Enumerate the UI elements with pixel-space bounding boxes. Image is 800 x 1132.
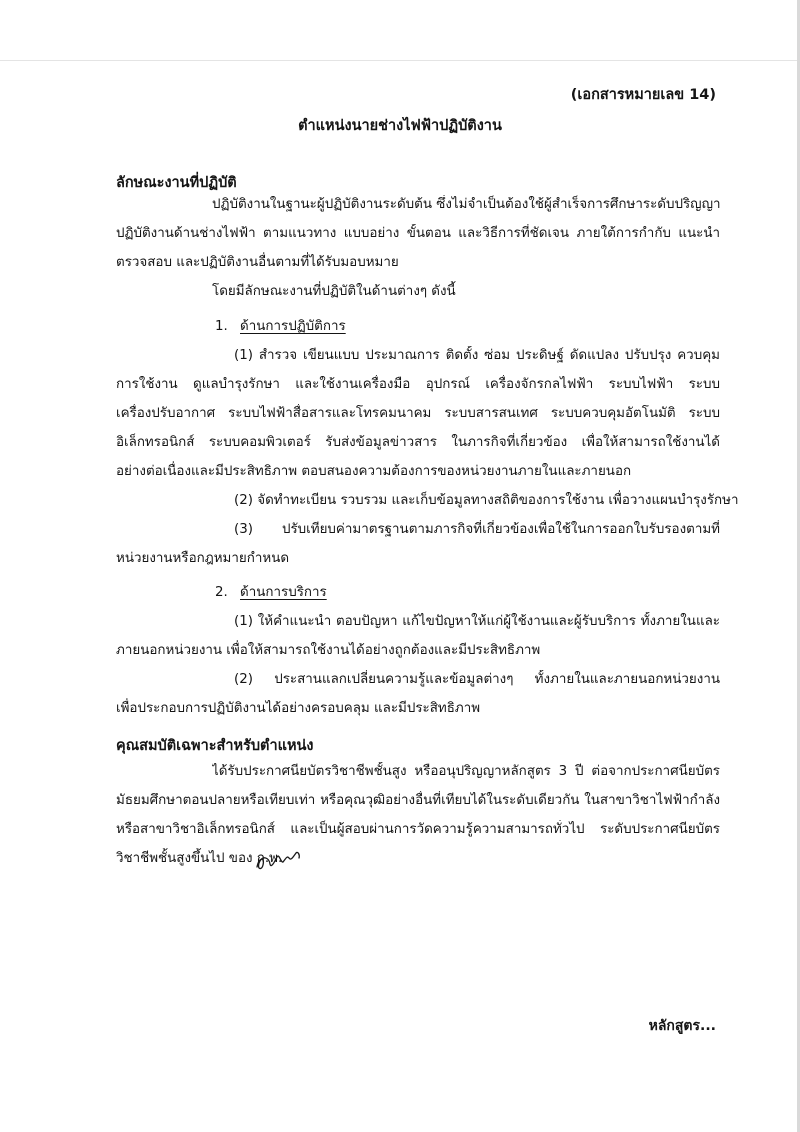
intro-line: ตรวจสอบ และปฏิบัติงานอื่นตามที่ได้รับมอบหมาย bbox=[116, 255, 399, 270]
service-item1-line: (1) ให้คำแนะนำ ตอบปัญหา แก้ไขปัญหาให้แก่ผู้ใช้งานและผู้รับบริการ ทั้งภายในและ bbox=[234, 614, 720, 629]
ops-item1-line: การใช้งาน ดูแลบำรุงรักษา และใช้งานเครื่องมือ อุปกรณ์ เครื่องจักรกลไฟฟ้า ระบบไฟฟ้า ระบบ bbox=[116, 377, 720, 392]
service-item2-line: เพื่อประกอบการปฏิบัติงานได้อย่างครอบคลุม และมีประสิทธิภาพ bbox=[116, 701, 481, 716]
ops-item1-line: อย่างต่อเนื่องและมีประสิทธิภาพ ตอบสนองความต้องการของหน่วยงานภายในและภายนอก bbox=[116, 464, 632, 479]
qualification-line: หรือสาขาวิชาอิเล็กทรอนิกส์ และเป็นผู้สอบผ่านการวัดความรู้ความสามารถทั่วไป ระดับประกาศนียบัตร bbox=[116, 822, 720, 837]
areas-intro: โดยมีลักษณะงานที่ปฏิบัติในด้านต่างๆ ดังนี้ bbox=[212, 284, 456, 299]
ops-item1-line: อิเล็กทรอนิกส์ ระบบคอมพิวเตอร์ รับส่งข้อมูลข่าวสาร ในภารกิจที่เกี่ยวข้อง เพื่อให้สามารถใช้งานได้ bbox=[116, 435, 720, 450]
ops-title: ด้านการปฏิบัติการ bbox=[240, 319, 346, 334]
scan-top-edge bbox=[0, 60, 800, 61]
intro-line: ปฏิบัติงานด้านช่างไฟฟ้า ตามแนวทาง แบบอย่าง ขั้นตอน และวิธีการที่ชัดเจน ภายใต้การกำกับ แนะนำ bbox=[116, 226, 720, 241]
service-item1-line: ภายนอกหน่วยงาน เพื่อให้สามารถใช้งานได้อย่างถูกต้องและมีประสิทธิภาพ bbox=[116, 643, 541, 658]
service-item2-line: (2) ประสานแลกเปลี่ยนความรู้และข้อมูลต่างๆ ทั้งภายในและภายนอกหน่วยงาน bbox=[234, 672, 720, 687]
service-number: 2. bbox=[215, 585, 228, 600]
initials-signature bbox=[253, 845, 309, 875]
ops-number: 1. bbox=[215, 319, 228, 334]
ops-item1-line: (1) สำรวจ เขียนแบบ ประมาณการ ติดตั้ง ซ่อม ประดิษฐ์ ดัดแปลง ปรับปรุง ควบคุม bbox=[234, 348, 720, 363]
duties-heading: ลักษณะงานที่ปฏิบัติ bbox=[116, 175, 237, 191]
qualification-line: วิชาชีพชั้นสูงขึ้นไป ของ ก.พ. bbox=[116, 851, 283, 866]
ops-item3-line: หน่วยงานหรือกฎหมายกำหนด bbox=[116, 551, 290, 566]
qualification-line: ได้รับประกาศนียบัตรวิชาชีพชั้นสูง หรืออนุปริญญาหลักสูตร 3 ปี ต่อจากประกาศนียบัตร bbox=[212, 764, 720, 779]
qualifications-heading: คุณสมบัติเฉพาะสำหรับตำแหน่ง bbox=[116, 738, 314, 754]
document-number: (เอกสารหมายเลข 14) bbox=[570, 87, 716, 103]
ops-item2: (2) จัดทำทะเบียน รวบรวม และเก็บข้อมูลทางสถิติของการใช้งาน เพื่อวางแผนบำรุงรักษา bbox=[234, 493, 739, 508]
qualification-line: มัธยมศึกษาตอนปลายหรือเทียบเท่า หรือคุณวุฒิอย่างอื่นที่เทียบได้ในระดับเดียวกัน ในสาขาวิชาไฟฟ้ากำลัง bbox=[116, 793, 720, 808]
ops-item1-line: เครื่องปรับอากาศ ระบบไฟฟ้าสื่อสารและโทรคมนาคม ระบบสารสนเทศ ระบบควบคุมอัตโนมัติ ระบบ bbox=[116, 406, 720, 421]
page-title: ตำแหน่งนายช่างไฟฟ้าปฏิบัติงาน bbox=[298, 118, 502, 134]
service-title: ด้านการบริการ bbox=[240, 585, 327, 600]
intro-line: ปฏิบัติงานในฐานะผู้ปฏิบัติงานระดับต้น ซึ่งไม่จำเป็นต้องใช้ผู้สำเร็จการศึกษาระดับปริญญา bbox=[212, 197, 720, 212]
continued-marker: หลักสูตร... bbox=[648, 1018, 716, 1034]
ops-item3-line: (3) ปรับเทียบค่ามาตรฐานตามภารกิจที่เกี่ยวข้องเพื่อใช้ในการออกใบรับรองตามที่ bbox=[234, 522, 720, 537]
